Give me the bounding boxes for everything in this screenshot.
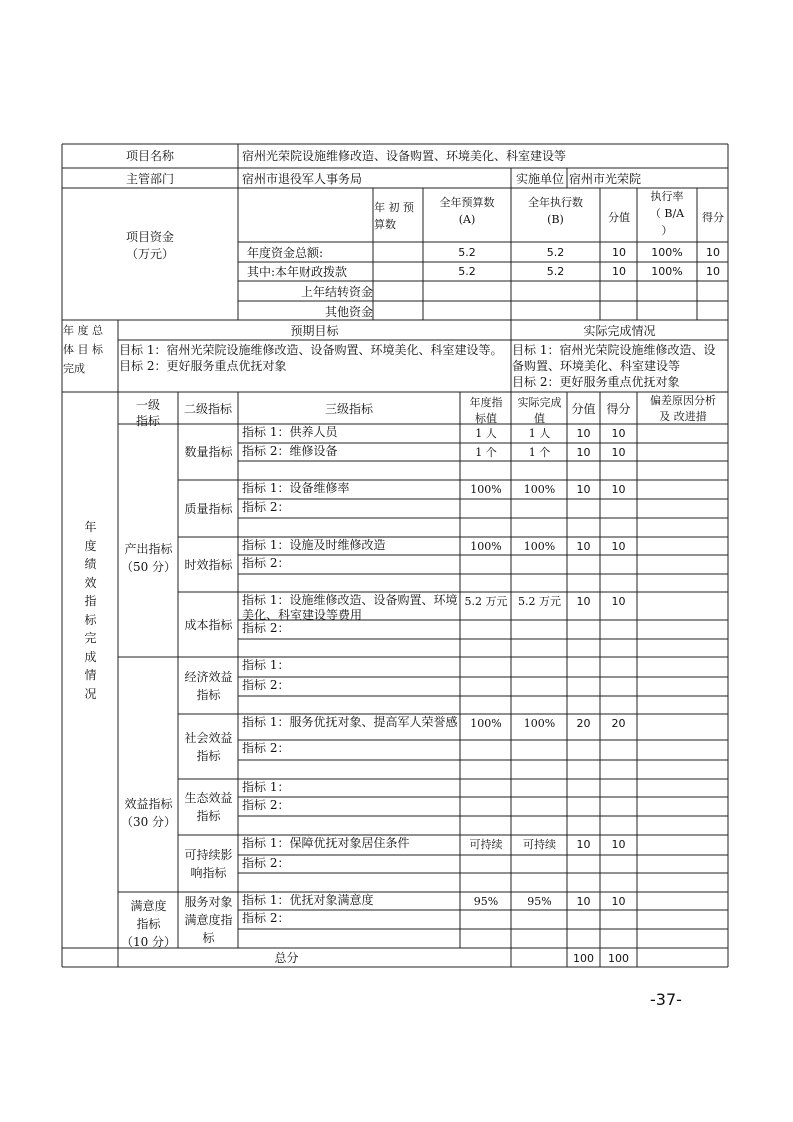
- level1-benefit-indicator: （30 分）: [120, 815, 177, 829]
- project-name-label: 项目名称: [125, 149, 174, 163]
- implementing-unit-value: 宿州市光荣院: [569, 172, 642, 186]
- funds-header-annual-budget: (A): [458, 213, 476, 226]
- funds-row-label: 其他资金: [324, 305, 373, 319]
- funds-header-annual-execution: 全年执行数: [528, 196, 583, 209]
- header-actual-value: 值: [534, 412, 545, 425]
- performance-side-label: 绩: [84, 557, 97, 571]
- funds-row-rate: 100%: [651, 265, 683, 278]
- funds-row-execution: 5.2: [546, 246, 565, 259]
- header-level2: 二级指标: [183, 402, 232, 416]
- indicator-points: 10: [611, 838, 626, 851]
- overall-goal-label: 完成: [63, 362, 85, 375]
- performance-side-label: 年: [84, 520, 97, 534]
- indicator-name: 指标 1：设备维修率: [242, 481, 350, 495]
- funds-row-budget: 5.2: [458, 265, 476, 278]
- actual-completion-text: 备购置、环境美化、科室建设等: [512, 359, 681, 373]
- level2-indicator-label: 响指标: [190, 865, 227, 880]
- indicator-actual-value: 1 个: [528, 446, 551, 459]
- funds-row-score: 10: [612, 265, 626, 278]
- header-level1: 一级: [135, 398, 160, 412]
- indicator-name: [242, 874, 460, 892]
- level2-indicator-label: 指标: [196, 687, 221, 702]
- indicator-target-value: 1 人: [475, 427, 497, 440]
- level2-indicator-label: 服务对象: [184, 895, 233, 909]
- level2-indicator-label: 时效指标: [184, 557, 233, 572]
- implementing-unit-label: 实施单位: [515, 172, 564, 186]
- indicator-actual-value: 可持续: [523, 838, 556, 851]
- performance-side-label: 成: [84, 649, 97, 664]
- indicator-score: 10: [576, 427, 591, 440]
- indicator-name: 指标 1：设施及时维修改造: [242, 538, 386, 552]
- level2-indicator-label: 社会效益: [184, 730, 233, 745]
- indicator-actual-value: 5.2 万元: [518, 595, 561, 608]
- indicator-actual-value: 100%: [523, 540, 556, 553]
- overall-goal-label: 年 度 总: [63, 324, 103, 337]
- header-level3: 三级指标: [324, 402, 373, 416]
- indicator-score: 10: [576, 895, 591, 908]
- supervising-department-value: 宿州市退役军人事务局: [242, 172, 363, 186]
- funds-header-annual-execution: (B): [547, 213, 564, 226]
- header-points: 得分: [606, 402, 631, 416]
- funds-header-initial-budget: 年 初 预: [374, 201, 414, 214]
- funds-row-execution: 5.2: [546, 265, 565, 278]
- indicator-target-value: 可持续: [469, 838, 503, 851]
- funds-row-label: 其中:本年财政拨款: [247, 265, 348, 279]
- level1-satisfaction-indicator: （10 分）: [120, 935, 177, 949]
- funds-header-annual-budget: 全年预算数: [439, 196, 495, 209]
- indicator-name: 指标 2：: [242, 556, 290, 570]
- funds-header-initial-budget: 算数: [374, 218, 396, 231]
- indicator-name: 指标 2：: [242, 500, 290, 514]
- indicator-score: 10: [576, 446, 591, 459]
- funds-row-label: 年度资金总额:: [247, 246, 324, 260]
- header-deviation-reason-line: 及 改进措: [659, 410, 707, 423]
- funds-row-points: 10: [706, 265, 720, 278]
- level2-indicator-label: 数量指标: [184, 445, 233, 459]
- funds-header-points: 得分: [702, 211, 724, 224]
- indicator-name: [242, 462, 460, 480]
- total-score-label: 总分: [274, 951, 299, 965]
- actual-completion-text: 目标 1：宿州光荣院设施维修改造、设: [512, 343, 716, 357]
- project-funds-label: 项目资金: [125, 230, 174, 244]
- header-deviation-reason-line: 偏差原因分析: [650, 394, 716, 407]
- funds-row-budget: 5.2: [458, 246, 476, 259]
- indicator-name: 指标 2：: [242, 911, 290, 925]
- level2-indicator-label: 经济效益: [184, 669, 233, 684]
- indicator-target-value: 100%: [470, 717, 502, 730]
- indicator-points: 10: [611, 540, 626, 553]
- indicator-points: 10: [611, 595, 626, 608]
- header-level1: 指标: [135, 414, 160, 428]
- performance-side-label: 完: [84, 631, 97, 645]
- expected-goal-header: 预期目标: [290, 324, 339, 338]
- expected-goal-text: 目标 2：更好服务重点优抚对象: [119, 359, 287, 373]
- indicator-name: 指标 2：维修设备: [242, 444, 338, 458]
- indicator-name: 指标 1：: [242, 658, 290, 672]
- indicator-name: 指标 2：: [242, 856, 290, 870]
- level1-satisfaction-indicator: 指标: [136, 917, 161, 931]
- funds-row-points: 10: [706, 246, 720, 259]
- indicator-points: 10: [611, 427, 626, 440]
- total-points-value: 100: [608, 952, 629, 965]
- level2-indicator-label: 成本指标: [184, 617, 233, 632]
- level2-indicator-label: 指标: [196, 809, 221, 823]
- performance-side-label: 情: [84, 668, 97, 682]
- level2-indicator-label: 可持续影: [184, 847, 233, 862]
- actual-completion-text: 目标 2：更好服务重点优抚对象: [512, 375, 680, 389]
- performance-side-label: 度: [84, 538, 97, 553]
- level2-indicator-label: 质量指标: [184, 501, 233, 516]
- funds-header-execution-rate: （ B/A: [649, 207, 685, 220]
- performance-side-label: 况: [84, 686, 97, 701]
- indicator-name: 指标 1：: [242, 780, 290, 794]
- indicator-score: 10: [576, 483, 591, 496]
- performance-side-label: 标: [84, 612, 97, 627]
- page-number: -37-: [650, 990, 682, 1009]
- performance-side-label: 指: [84, 594, 97, 608]
- indicator-actual-value: 100%: [523, 483, 556, 496]
- indicator-actual-value: 95%: [527, 895, 552, 908]
- performance-side-label: 效: [84, 575, 97, 590]
- header-target-value: 标值: [475, 412, 497, 425]
- expected-goal-text: 目标 1：宿州光荣院设施维修改造、设备购置、环境美化、科室建设等。: [119, 343, 503, 357]
- indicator-score: 10: [576, 595, 591, 608]
- overall-goal-label: 体 目 标: [63, 343, 103, 356]
- indicator-name: 指标 2：: [242, 798, 290, 812]
- funds-header-execution-rate: 执行率: [650, 190, 684, 203]
- indicator-name: 指标 1：服务优抚对象、提高军人荣誉感: [242, 715, 458, 729]
- header-deviation-reason: [638, 393, 728, 424]
- header-actual-value: 实际完成: [517, 396, 562, 409]
- level1-benefit-indicator: 效益指标: [124, 797, 173, 811]
- header-target-value: 年度指: [469, 396, 503, 409]
- indicator-name: 指标 1：保障优抚对象居住条件: [242, 836, 410, 850]
- indicator-name: [242, 697, 460, 714]
- funds-row-score: 10: [612, 246, 626, 259]
- indicator-target-value: 5.2 万元: [464, 595, 508, 608]
- level2-indicator-label: 满意度指: [184, 913, 233, 927]
- indicator-actual-value: 100%: [523, 717, 556, 730]
- indicator-points: 10: [611, 446, 626, 459]
- project-name-value: 宿州光荣院设施维修改造、设备购置、环境美化、科室建设等: [242, 149, 567, 163]
- level2-indicator-label: 指标: [196, 748, 221, 763]
- indicator-score: 10: [576, 540, 591, 553]
- header-score: 分值: [571, 402, 596, 416]
- indicator-points: 10: [611, 895, 626, 908]
- indicator-score: 10: [576, 838, 591, 851]
- indicator-name: [242, 930, 460, 948]
- funds-row-rate: 100%: [651, 246, 683, 259]
- project-funds-unit: （万元）: [125, 247, 174, 261]
- level2-indicator-label: 标: [202, 931, 215, 945]
- funds-header-execution-rate: ）: [661, 224, 673, 237]
- supervising-department-label: 主管部门: [125, 172, 174, 186]
- actual-completion-header: 实际完成情况: [583, 324, 656, 338]
- indicator-name: [242, 761, 460, 779]
- funds-row-label: 上年结转资金: [300, 285, 373, 299]
- funds-header-score: 分值: [608, 211, 630, 224]
- indicator-name: 指标 2：: [242, 621, 290, 635]
- indicator-target-value: 100%: [470, 483, 502, 496]
- indicator-points: 10: [611, 483, 626, 496]
- level2-indicator-label: 生态效益: [184, 791, 233, 805]
- indicator-name: 指标 1：供养人员: [242, 425, 338, 439]
- total-score-value: 100: [573, 952, 594, 965]
- indicator-name: 指标 1：设施维修改造、设备购置、环境美化、科室建设等费用: [242, 593, 458, 620]
- indicator-name: 指标 1：优抚对象满意度: [242, 893, 374, 907]
- level1-output-indicator: （50 分）: [120, 560, 177, 574]
- indicator-target-value: 1 个: [475, 446, 497, 459]
- level1-output-indicator: 产出指标: [124, 542, 173, 556]
- indicator-name: [242, 640, 460, 657]
- indicator-name: [242, 575, 460, 592]
- level1-satisfaction-indicator: 满意度: [130, 899, 167, 913]
- indicator-target-value: 100%: [470, 540, 502, 553]
- indicator-name: 指标 2：: [242, 678, 290, 692]
- indicator-points: 20: [611, 717, 626, 730]
- indicator-name: [242, 519, 460, 537]
- indicator-name: [242, 817, 460, 835]
- indicator-target-value: 95%: [473, 895, 499, 908]
- indicator-actual-value: 1 人: [528, 427, 551, 440]
- indicator-name: 指标 2：: [242, 741, 290, 755]
- indicator-score: 20: [576, 717, 591, 730]
